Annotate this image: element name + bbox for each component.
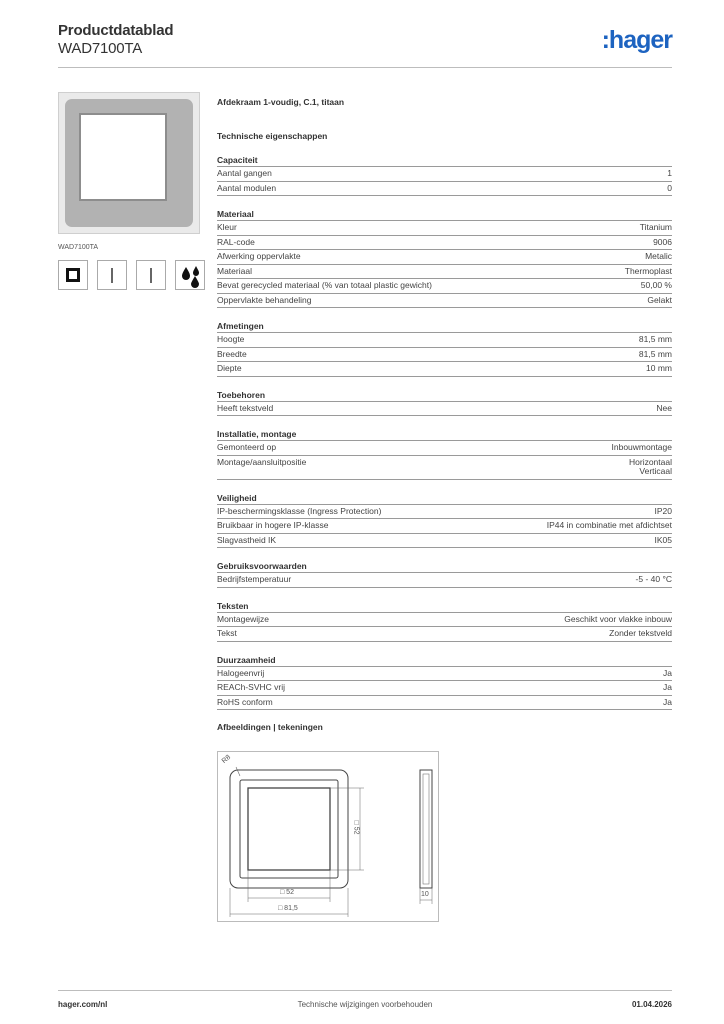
technical-properties-title: Technische eigenschappen	[217, 131, 328, 141]
section-materiaal: Materiaal	[217, 209, 672, 221]
section-toebehoren: Toebehoren	[217, 390, 672, 402]
product-code: WAD7100TA	[58, 244, 99, 251]
spec-row: RoHS conform Ja	[217, 696, 672, 711]
product-name: Afdekraam 1-voudig, C.1, titaan	[217, 97, 345, 107]
spec-row: IP-beschermingsklasse (Ingress Protection) IP20	[217, 505, 672, 520]
spec-row: Halogeenvrij Ja	[217, 667, 672, 682]
spec-row: Diepte 10 mm	[217, 362, 672, 377]
product-panel	[58, 92, 205, 290]
spec-row: RAL-code 9006	[217, 236, 672, 251]
inner-width-label: □ 52	[280, 889, 294, 896]
section-afmetingen: Afmetingen	[217, 321, 672, 333]
spec-row: Aantal modulen 0	[217, 182, 672, 197]
feature-icons	[58, 260, 205, 290]
vertical-line-icon	[136, 260, 166, 290]
document-subtitle: WAD7100TA	[58, 40, 143, 57]
vertical-line-icon	[97, 260, 127, 290]
spec-row: Oppervlakte behandeling Gelakt	[217, 294, 672, 309]
spec-row: Gemonteerd op Inbouwmontage	[217, 441, 672, 456]
footer-date: 01.04.2026	[631, 1000, 672, 1009]
specifications	[217, 97, 672, 732]
hager-logo: :hager	[601, 26, 672, 54]
section-gebruiksvoorwaarden: Gebruiksvoorwaarden	[217, 561, 672, 573]
frame-opening	[79, 113, 167, 201]
spec-row: Montagewijze Geschikt voor vlakke inbouw	[217, 613, 672, 628]
document-title: Productdatablad	[58, 22, 174, 39]
footer-disclaimer: Technische wijzigingen voorbehouden	[297, 1000, 433, 1009]
footer-website: hager.com/nl	[58, 1000, 108, 1009]
spec-row: Aantal gangen 1	[217, 167, 672, 182]
images-title: Afbeeldingen | tekeningen	[217, 722, 323, 732]
spec-row: Breedte 81,5 mm	[217, 348, 672, 363]
height-dimension-label: □ 52	[352, 820, 360, 835]
page-footer	[58, 990, 672, 1009]
technical-drawing	[217, 751, 439, 922]
radius-label: R8	[220, 753, 233, 766]
depth-label: 10	[421, 891, 429, 898]
spec-row: Materiaal Thermoplast	[217, 265, 672, 280]
spec-row: Bevat gerecycled materiaal (% van totaal plastic gewicht) 50,00 %	[217, 279, 672, 294]
water-drops-icon	[175, 260, 205, 290]
square-frame-icon	[58, 260, 88, 290]
spec-row: Bruikbaar in hogere IP-klasse IP44 in combinatie met afdichtset	[217, 519, 672, 534]
spec-row: Heeft tekstveld Nee	[217, 402, 672, 417]
spec-row: REACh-SVHC vrij Ja	[217, 681, 672, 696]
section-duurzaamheid: Duurzaamheid	[217, 655, 672, 667]
section-teksten: Teksten	[217, 601, 672, 613]
spec-row: Bedrijfstemperatuur -5 - 40 °C	[217, 573, 672, 588]
spec-row: Hoogte 81,5 mm	[217, 333, 672, 348]
spec-row: Afwerking oppervlakte Metalic	[217, 250, 672, 265]
product-photo	[58, 92, 200, 234]
page-header	[58, 22, 672, 68]
spec-row: Montage/aansluitpositie Horizontaal Verticaal	[217, 456, 672, 480]
spec-row: Kleur Titanium	[217, 221, 672, 236]
spec-row: Slagvastheid IK IK05	[217, 534, 672, 549]
section-veiligheid: Veiligheid	[217, 493, 672, 505]
section-installatie: Installatie, montage	[217, 429, 672, 441]
outer-width-label: □ 81,5	[278, 905, 298, 912]
section-capaciteit: Capaciteit	[217, 155, 672, 167]
spec-row: Tekst Zonder tekstveld	[217, 627, 672, 642]
